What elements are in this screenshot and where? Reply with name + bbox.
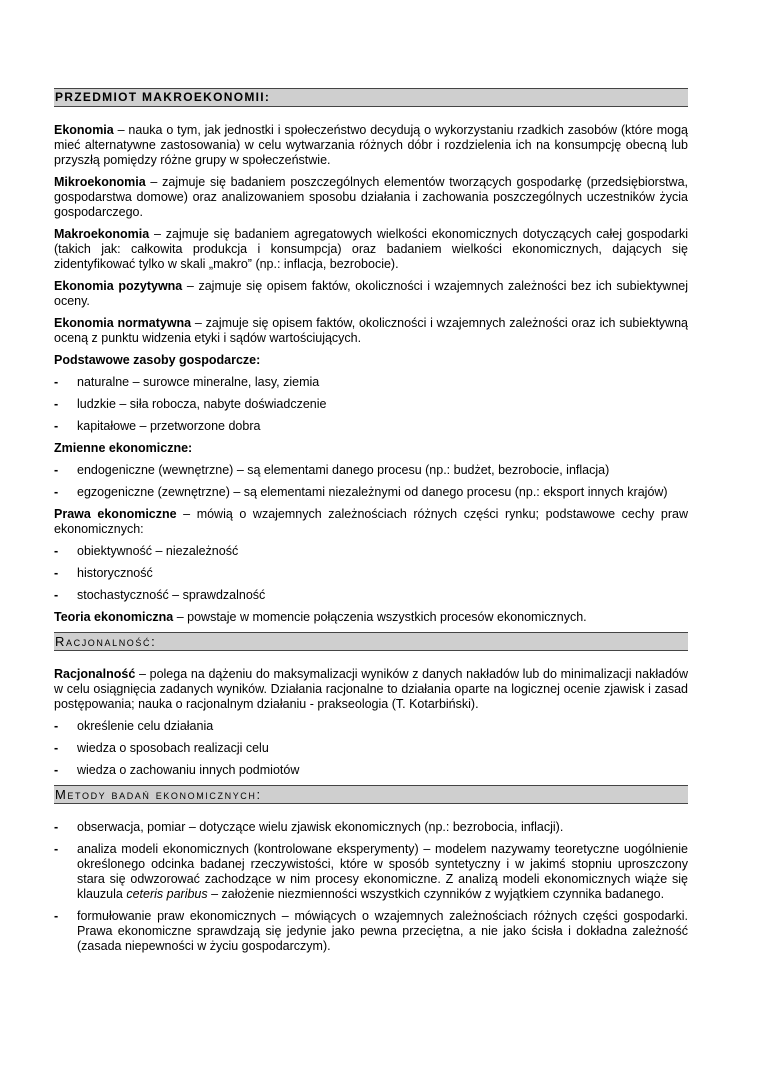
list-item bbox=[54, 375, 688, 390]
list-item bbox=[54, 741, 688, 756]
subheading-zasoby: Podstawowe zasoby gospodarcze: bbox=[54, 353, 261, 367]
dash-bullet: - bbox=[54, 375, 59, 389]
list-item bbox=[54, 566, 688, 581]
dash-bullet: - bbox=[54, 544, 59, 558]
term: Makroekonomia bbox=[54, 227, 150, 241]
dash-bullet: - bbox=[54, 909, 59, 923]
list-item-text: kapitałowe – przetworzone dobra bbox=[77, 419, 261, 433]
definition-text: – powstaje w momencie połączenia wszystkich procesów ekonomicznych. bbox=[173, 610, 587, 624]
list-zasoby bbox=[54, 375, 688, 434]
definition-text: – zajmuje się opisem faktów, okoliczności i wzajemnych zależności oraz ich subiektywną oceną z punktu widzenia etyki i sądów wartościujących. bbox=[54, 316, 688, 345]
list-item-text: naturalne – surowce mineralne, lasy, ziemia bbox=[77, 375, 320, 389]
definition-ekonomia-normatywna bbox=[54, 316, 688, 346]
definition-prawa-ekonomiczne bbox=[54, 507, 688, 537]
list-item bbox=[54, 419, 688, 434]
definition-text: – zajmuje się badaniem poszczególnych elementów tworzących gospodarkę (przedsiębiorstwa, gospodarstwa domowe) oraz analizowaniem sposobu działania i zachowania poszczególnych uczestników życia gospodarczego. bbox=[54, 175, 688, 219]
list-metody bbox=[54, 820, 688, 954]
dash-bullet: - bbox=[54, 820, 59, 834]
list-item bbox=[54, 485, 688, 500]
document-page bbox=[54, 88, 688, 961]
dash-bullet: - bbox=[54, 842, 59, 856]
list-item bbox=[54, 909, 688, 954]
definition-text: – nauka o tym, jak jednostki i społeczeństwo decydują o wykorzystaniu rzadkich zasobów (które mogą mieć alternatywne zastosowania) w celu wytwarzania różnych dóbr i rozdzielenia ich na konsumpcję obecną lub przyszłą pomiędzy różne grupy w społeczeństwie. bbox=[54, 123, 688, 167]
term: Mikroekonomia bbox=[54, 175, 146, 189]
definition-makroekonomia bbox=[54, 227, 688, 272]
term: Racjonalność bbox=[54, 667, 136, 681]
list-item bbox=[54, 820, 688, 835]
list-item bbox=[54, 719, 688, 734]
section-heading-metody: Metody badań ekonomicznych: bbox=[54, 785, 688, 804]
term: Prawa ekonomiczne bbox=[54, 507, 177, 521]
section-heading-racjonalnosc: Racjonalność: bbox=[54, 632, 688, 651]
italic-term: ceteris paribus bbox=[126, 887, 208, 901]
term: Ekonomia bbox=[54, 123, 114, 137]
list-item-text: określenie celu działania bbox=[77, 719, 214, 733]
definition-mikroekonomia bbox=[54, 175, 688, 220]
list-racjonalnosc bbox=[54, 719, 688, 778]
definition-ekonomia-pozytywna bbox=[54, 279, 688, 309]
term: Ekonomia pozytywna bbox=[54, 279, 183, 293]
list-item bbox=[54, 544, 688, 559]
definition-text: – zajmuje się badaniem agregatowych wielkości ekonomicznych dotyczących całej gospodarki (takich jak: całkowita produkcja i konsumpcja) oraz badaniem wielkości ekonomicznych, dających się zidentyfikować tylko w skali „makro” (np.: inflacja, bezrobocie). bbox=[54, 227, 688, 271]
section-heading-przedmiot: PRZEDMIOT MAKROEKONOMII: bbox=[54, 88, 688, 107]
list-item-text: ludzkie – siła robocza, nabyte doświadczenie bbox=[77, 397, 327, 411]
list-item-text: stochastyczność – sprawdzalność bbox=[77, 588, 266, 602]
list-item-text: historyczność bbox=[77, 566, 153, 580]
list-item-text: wiedza o zachowaniu innych podmiotów bbox=[77, 763, 300, 777]
list-item bbox=[54, 397, 688, 412]
list-item bbox=[54, 763, 688, 778]
definition-text: – mówią o wzajemnych zależnościach różnych części rynku; podstawowe cechy praw ekonomicznych: bbox=[54, 507, 688, 536]
list-item bbox=[54, 842, 688, 902]
definition-ekonomia bbox=[54, 123, 688, 168]
list-item-text: egzogeniczne (zewnętrzne) – są elementami niezależnymi od danego procesu (np.: eksport innych krajów) bbox=[77, 485, 668, 499]
dash-bullet: - bbox=[54, 397, 59, 411]
dash-bullet: - bbox=[54, 719, 59, 733]
list-item-text: – założenie niezmienności wszystkich czynników z wyjątkiem czynnika badanego. bbox=[207, 887, 665, 901]
dash-bullet: - bbox=[54, 741, 59, 755]
dash-bullet: - bbox=[54, 463, 59, 477]
list-item bbox=[54, 463, 688, 478]
list-zmienne bbox=[54, 463, 688, 500]
list-item-text: obiektywność – niezależność bbox=[77, 544, 239, 558]
list-prawa bbox=[54, 544, 688, 603]
definition-text: – polega na dążeniu do maksymalizacji wyników z danych nakładów lub do minimalizacji nakładów w celu osiągnięcia zadanych wyników. Działania racjonalne to działania oparte na logicznej ocenie zjawisk i zasad postępowania; nauka o racjonalnym działaniu - prakseologia (T. Kotarbiński). bbox=[54, 667, 688, 711]
list-item-text: analiza modeli ekonomicznych (kontrolowane eksperymenty) – modelem nazywamy teoretyczne uogólnienie określonego odcinka badanej rzeczywistości, które w sposób syntetyczny i w jakimś stopniu uproszczony stara się odwzorować zachodzące w nim procesy ekonomiczne. Z analizą modeli ekonomicznych wiąże się klauzula bbox=[77, 842, 688, 901]
dash-bullet: - bbox=[54, 566, 59, 580]
term: Teoria ekonomiczna bbox=[54, 610, 174, 624]
list-item-text: endogeniczne (wewnętrzne) – są elementami danego procesu (np.: budżet, bezrobocie, inflacja) bbox=[77, 463, 610, 477]
dash-bullet: - bbox=[54, 419, 59, 433]
term: Ekonomia normatywna bbox=[54, 316, 192, 330]
definition-racjonalnosc bbox=[54, 667, 688, 712]
subheading-zmienne: Zmienne ekonomiczne: bbox=[54, 441, 193, 455]
dash-bullet: - bbox=[54, 763, 59, 777]
definition-teoria-ekonomiczna bbox=[54, 610, 688, 625]
list-item-text: formułowanie praw ekonomicznych – mówiących o wzajemnych zależnościach różnych części gospodarki. Prawa ekonomiczne sprawdzają się jedynie jako pewna przeciętna, a nie jako ścisła i dokładna zależność (zasada niepewności w życiu gospodarczym). bbox=[77, 909, 688, 953]
definition-text: – zajmuje się opisem faktów, okoliczności i wzajemnych zależności bez ich subiektywnej oceny. bbox=[54, 279, 688, 308]
dash-bullet: - bbox=[54, 485, 59, 499]
dash-bullet: - bbox=[54, 588, 59, 602]
list-item bbox=[54, 588, 688, 603]
list-item-text: wiedza o sposobach realizacji celu bbox=[77, 741, 269, 755]
list-item-text: obserwacja, pomiar – dotyczące wielu zjawisk ekonomicznych (np.: bezrobocia, inflacji). bbox=[77, 820, 564, 834]
